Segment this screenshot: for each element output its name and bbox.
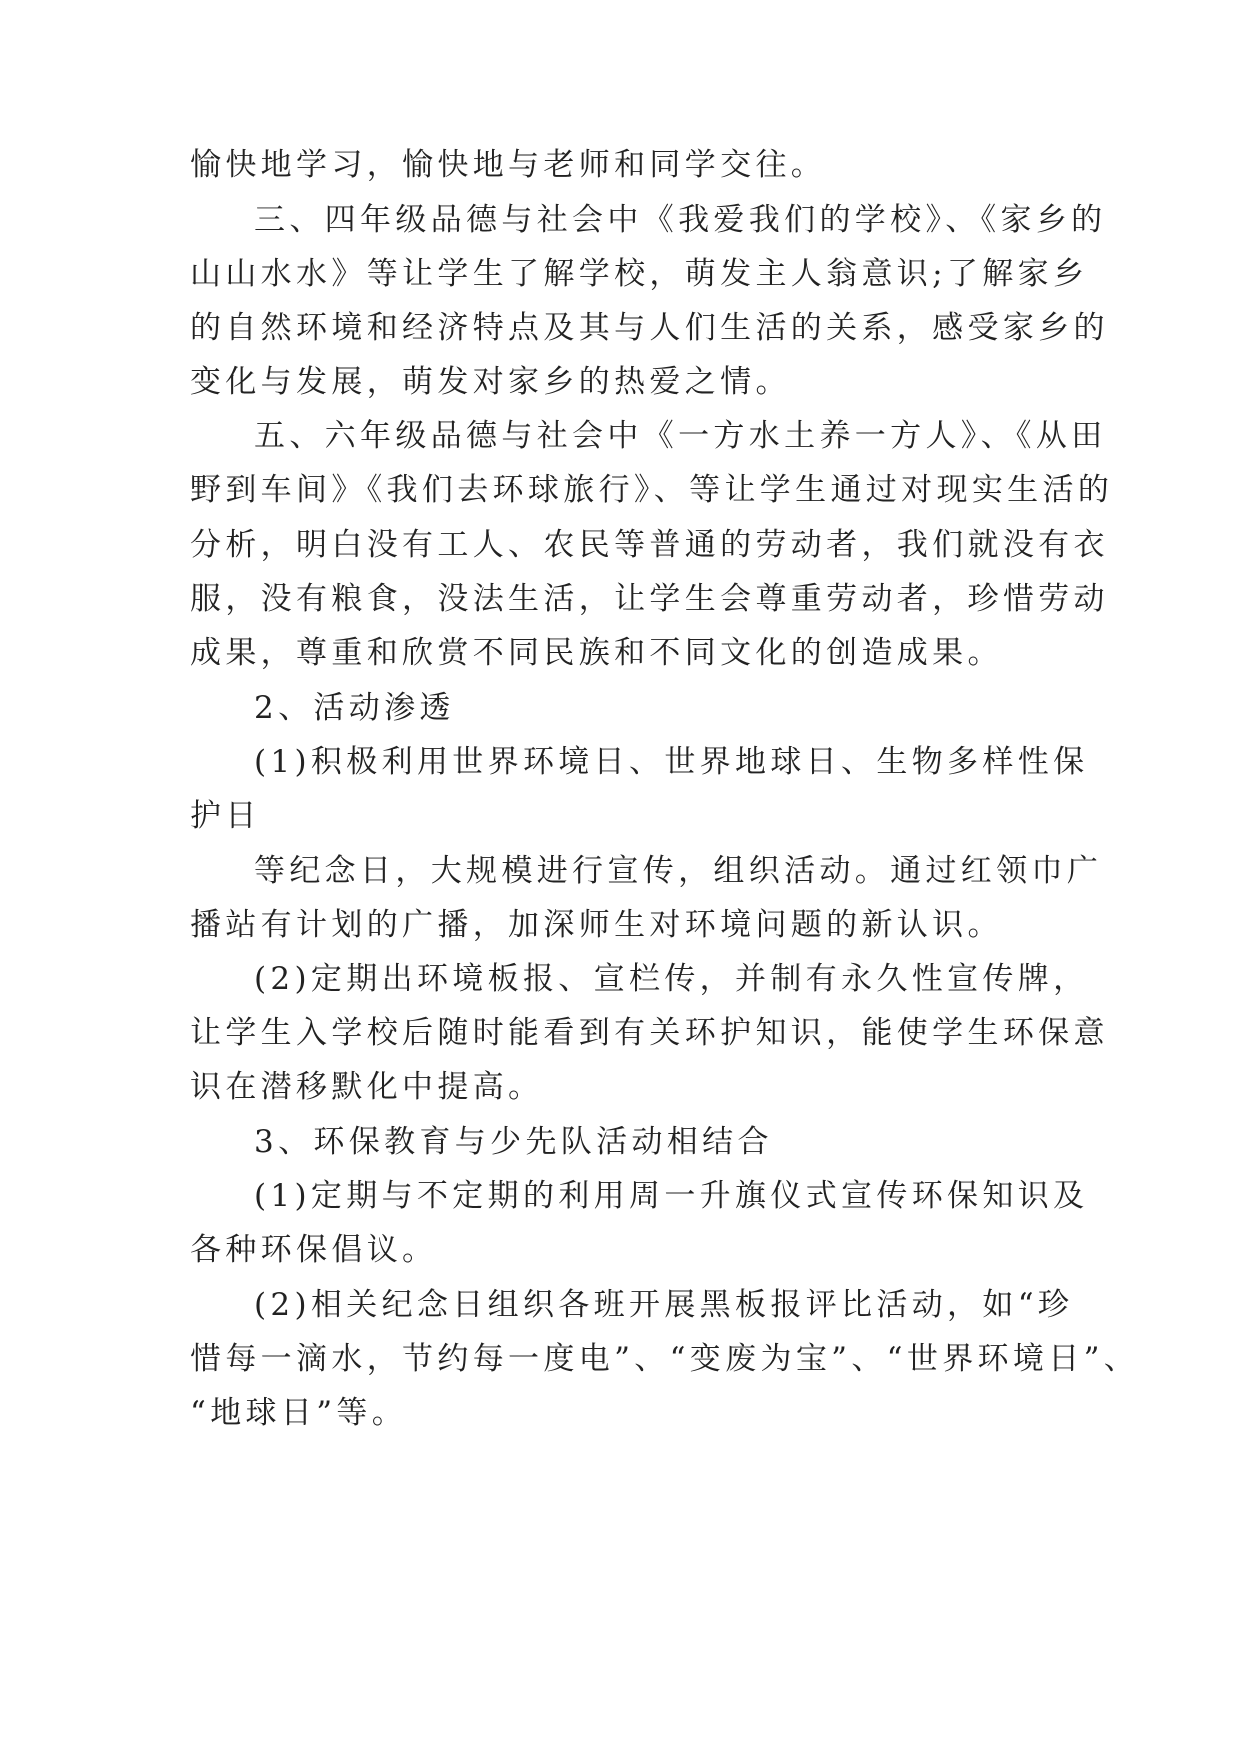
- text-line: 成果，尊重和欣赏不同民族和不同文化的创造成果。: [190, 635, 1003, 671]
- text-line: (1)积极利用世界环境日、世界地球日、生物多样性保: [254, 744, 1089, 780]
- text-line: 识在潜移默化中提高。: [190, 1069, 544, 1105]
- text-line: 山山水水》等让学生了解学校，萌发主人翁意识;了解家乡: [190, 256, 1089, 292]
- text-line: 变化与发展，萌发对家乡的热爱之情。: [190, 364, 791, 400]
- text-line: 护日: [190, 798, 261, 834]
- section-heading: 2、活动渗透: [254, 690, 455, 726]
- text-line: (2)定期出环境板报、宣栏传，并制有永久性宣传牌，: [254, 961, 1089, 997]
- text-line: 播站有计划的广播，加深师生对环境问题的新认识。: [190, 907, 1003, 943]
- text-line: 让学生入学校后随时能看到有关环护知识，能使学生环保意: [190, 1015, 1109, 1051]
- text-line: 三、四年级品德与社会中《我爱我们的学校》、《家乡的: [254, 202, 1107, 238]
- text-line: (1)定期与不定期的利用周一升旗仪式宣传环保知识及: [254, 1178, 1089, 1214]
- text-line: 分析，明白没有工人、农民等普通的劳动者，我们就没有衣: [190, 527, 1109, 563]
- text-line: “地球日”等。: [190, 1395, 408, 1431]
- text-line: 服，没有粮食，没法生活，让学生会尊重劳动者，珍惜劳动: [190, 581, 1109, 617]
- text-line: 各种环保倡议。: [190, 1232, 438, 1268]
- text-line: 的自然环境和经济特点及其与人们生活的关系，感受家乡的: [190, 310, 1109, 346]
- section-heading: 3、环保教育与少先队活动相结合: [254, 1124, 773, 1160]
- text-line: 惜每一滴水，节约每一度电”、“变废为宝”、“世界环境日”、: [190, 1341, 1140, 1377]
- text-line: 野到车间》《我们去环球旅行》、等让学生通过对现实生活的: [190, 472, 1114, 508]
- text-line: 五、六年级品德与社会中《一方水土养一方人》、《从田: [254, 418, 1107, 454]
- text-line: 愉快地学习，愉快地与老师和同学交往。: [190, 147, 827, 183]
- text-line: 等纪念日，大规模进行宣传，组织活动。通过红领巾广: [254, 853, 1103, 889]
- text-line: (2)相关纪念日组织各班开展黑板报评比活动，如“珍: [254, 1287, 1074, 1323]
